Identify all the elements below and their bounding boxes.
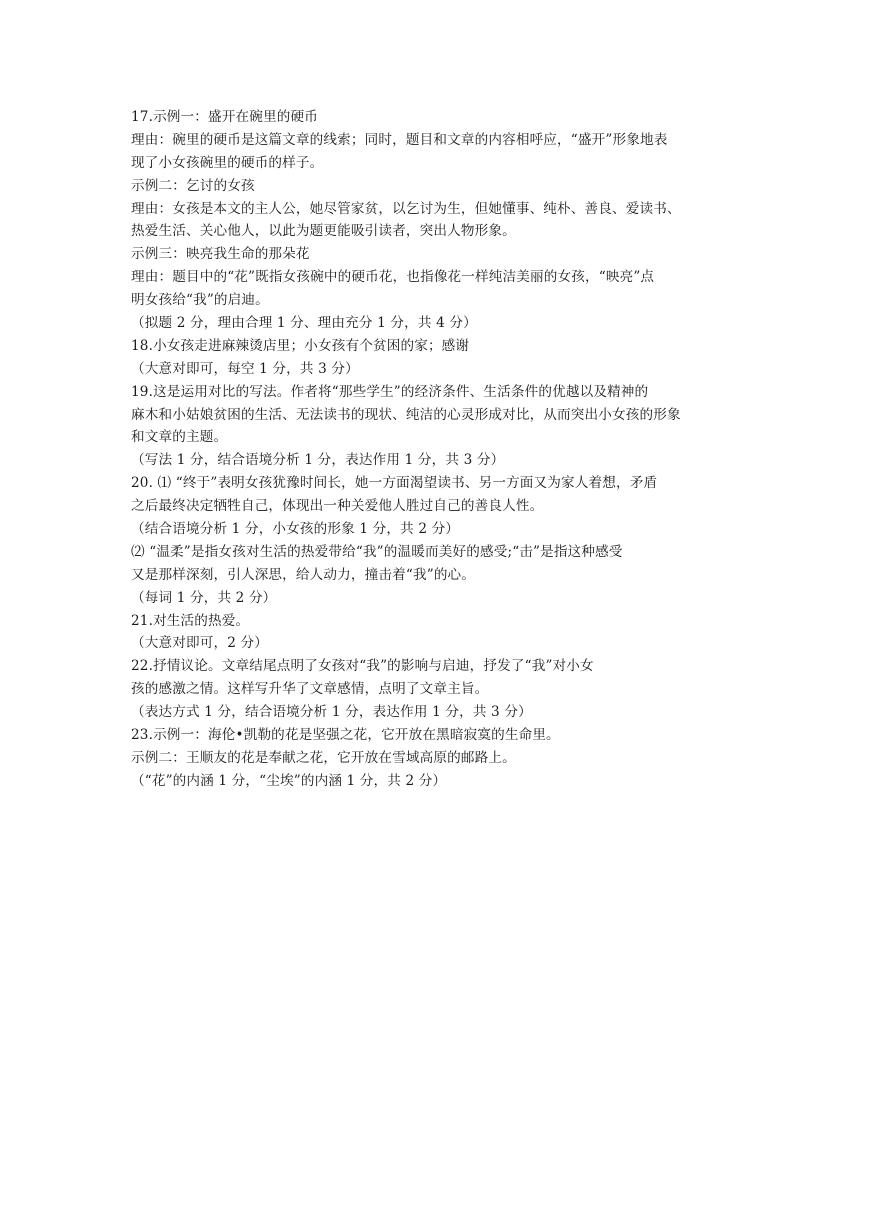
text-line: 又是那样深刻，引人深思，给人动力，撞击着“我”的心。 xyxy=(131,566,476,583)
score-note: （结合语境分析 1 分，小女孩的形象 1 分，共 2 分） xyxy=(131,521,460,538)
score-note: （大意对即可，每空 1 分，共 3 分） xyxy=(131,360,359,377)
text-line: 现了小女孩碗里的硬币的样子。 xyxy=(131,154,324,171)
score-note: （拟题 2 分，理由合理 1 分、理由充分 1 分，共 4 分） xyxy=(131,315,477,332)
score-note: （每词 1 分，共 2 分） xyxy=(131,589,277,606)
score-note: （大意对即可，2 分） xyxy=(131,635,268,652)
text-line: 孩的感激之情。这样写升华了文章感情，点明了文章主旨。 xyxy=(131,681,489,698)
text-line: 理由：题目中的“花”既指女孩碗中的硬币花，也指像花一样纯洁美丽的女孩，“映亮”点 xyxy=(131,269,655,286)
text-line: ⑵ “温柔”是指女孩对生活的热爱带给“我”的温暖而美好的感受;“击”是指这种感受 xyxy=(131,543,623,560)
text-line: 19.这是运用对比的写法。作者将“那些学生”的经济条件、生活条件的优越以及精神的 xyxy=(131,383,649,400)
text-line: 23.示例一：海伦•凯勒的花是坚强之花，它开放在黑暗寂寞的生命里。 xyxy=(131,727,560,744)
text-line: 示例二：王顺友的花是奉献之花，它开放在雪域高原的邮路上。 xyxy=(131,749,516,766)
score-note: （“花”的内涵 1 分，“尘埃”的内涵 1 分，共 2 分） xyxy=(131,772,447,789)
text-line: 20. ⑴ “终于”表明女孩犹豫时间长，她一方面渴望读书、另一方面又为家人着想，矛盾 xyxy=(131,475,658,492)
text-line: 21.对生活的热爱。 xyxy=(131,612,250,629)
text-line: 理由：女孩是本文的主人公，她尽管家贫，以乞讨为生，但她懂事、纯朴、善良、爱读书、 xyxy=(131,200,681,217)
text-line: 18.小女孩走进麻辣烫店里；小女孩有个贫困的家；感谢 xyxy=(131,337,470,354)
text-line: 和文章的主题。 xyxy=(131,429,228,446)
text-line: 明女孩给“我”的启迪。 xyxy=(131,292,269,309)
answer-text-block xyxy=(131,106,741,793)
score-note: （写法 1 分，结合语境分析 1 分，表达作用 1 分，共 3 分） xyxy=(131,452,505,469)
text-line: 之后最终决定牺牲自己，体现出一种关爱他人胜过自己的善良人性。 xyxy=(131,498,544,515)
text-line: 热爱生活、关心他人，以此为题更能吸引读者，突出人物形象。 xyxy=(131,223,516,240)
text-line: 示例二：乞讨的女孩 xyxy=(131,177,255,194)
text-line: 麻木和小姑娘贫困的生活、无法读书的现状、纯洁的心灵形成对比，从而突出小女孩的形象 xyxy=(131,406,681,423)
score-note: （表达方式 1 分，结合语境分析 1 分，表达作用 1 分，共 3 分） xyxy=(131,704,532,721)
text-line: 示例三：映亮我生命的那朵花 xyxy=(131,246,310,263)
text-line: 17.示例一：盛开在碗里的硬币 xyxy=(131,109,318,125)
text-line: 22.抒情议论。文章结尾点明了女孩对“我”的影响与启迪，抒发了“我”对小女 xyxy=(131,658,594,675)
text-line: 理由：碗里的硬币是这篇文章的线索；同时，题目和文章的内容相呼应，“盛开”形象地表 xyxy=(131,131,668,148)
